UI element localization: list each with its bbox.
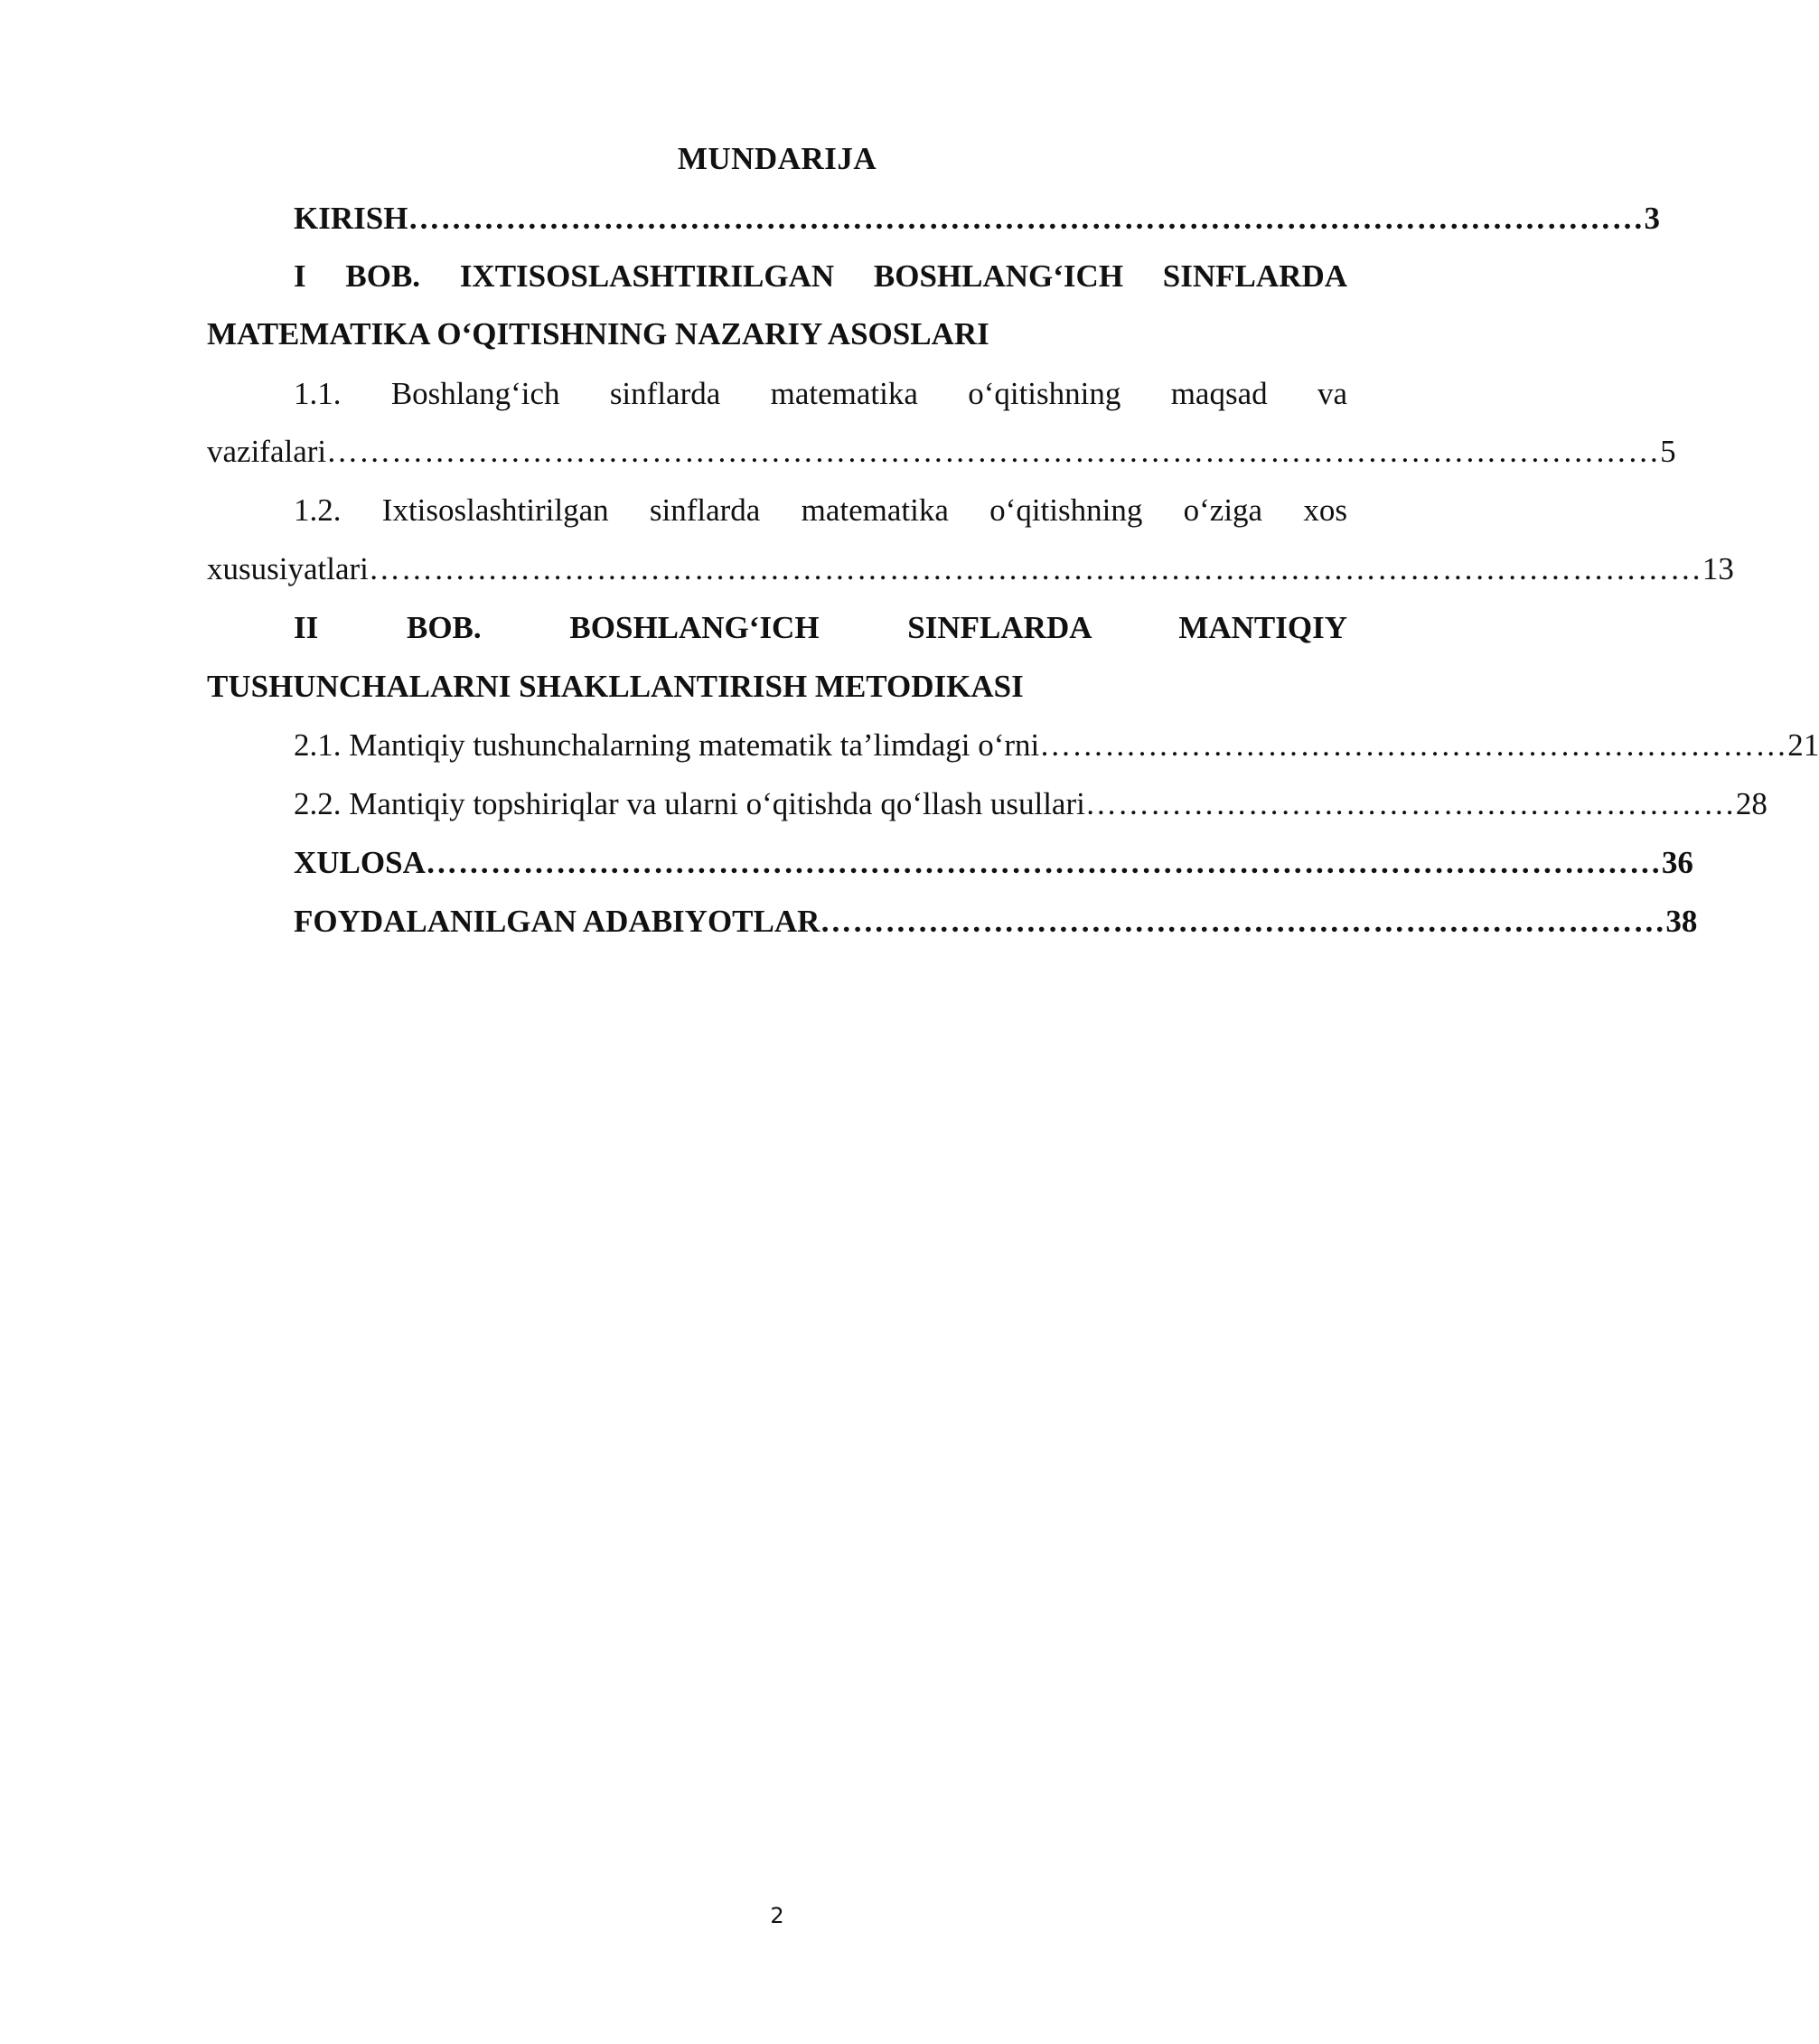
toc-section-2-1[interactable] <box>207 724 1819 767</box>
toc-page-number: 5 <box>1660 434 1676 469</box>
toc-leader-dots: …………………………………………………………………………………………………………… <box>326 434 1661 469</box>
toc-section-1-1-line2[interactable] <box>207 430 1676 473</box>
document-page <box>207 0 1819 2044</box>
toc-leader-dots: …………………………………………………………………… <box>820 904 1666 939</box>
toc-section-1-1-line1[interactable]: 1.1. Boshlang‘ich sinflarda matematika o‘qitishning maqsad va <box>294 376 1347 411</box>
toc-entry-label: vazifalari <box>207 434 327 469</box>
toc-section-2-2[interactable] <box>207 783 1767 826</box>
toc-page-number: 36 <box>1661 845 1693 880</box>
toc-leader-dots: …………………………………………………………………………………………………………… <box>368 551 1702 586</box>
toc-chapter2-line1[interactable]: II BOB. BOSHLANG‘ICH SINFLARDA MANTIQIY <box>294 610 1347 645</box>
toc-entry-label: 2.1. Mantiqiy tushunchalarning matematik ta’limdagi o‘rni <box>294 727 1040 763</box>
toc-page-number: 21 <box>1787 727 1819 763</box>
toc-section-1-2-line2[interactable] <box>207 548 1734 591</box>
toc-entry-xulosa[interactable] <box>207 841 1693 885</box>
toc-page-number: 3 <box>1644 201 1660 236</box>
toc-chapter1-line1[interactable]: I BOB. IXTISOSLASHTIRILGAN BOSHLANG‘ICH SINFLARDA <box>294 258 1347 294</box>
page-number: 2 <box>770 1903 784 1928</box>
toc-entry-label: 2.2. Mantiqiy topshiriqlar va ularni o‘qitishda qo‘llash usullari <box>294 786 1085 821</box>
toc-title: MUNDARIJA <box>677 141 877 176</box>
toc-leader-dots: …………………………………………………………………………………………………… <box>425 845 1662 880</box>
toc-chapter1-line2[interactable]: MATEMATIKA O‘QITISHNING NAZARIY ASOSLARI <box>207 316 989 352</box>
toc-entry-label: XULOSA <box>294 845 426 880</box>
toc-leader-dots: …………………………………………………………… <box>1039 727 1788 763</box>
toc-section-1-2-line1[interactable]: 1.2. Ixtisoslashtirilgan sinflarda matematika o‘qitishning o‘ziga xos <box>294 492 1347 528</box>
toc-entry-adabiyotlar[interactable] <box>207 900 1698 943</box>
toc-leader-dots: …………………………………………………… <box>1084 786 1736 821</box>
toc-page-number: 13 <box>1702 551 1734 586</box>
toc-entry-label: KIRISH <box>294 201 408 236</box>
toc-entry-label: FOYDALANILGAN ADABIYOTLAR <box>294 904 820 939</box>
toc-leader-dots: …………………………………………………………………………………………………… <box>408 201 1645 236</box>
toc-page-number: 38 <box>1665 904 1698 939</box>
toc-entry-kirish[interactable] <box>207 197 1660 240</box>
toc-page-number: 28 <box>1735 786 1767 821</box>
toc-chapter2-line2[interactable]: TUSHUNCHALARNI SHAKLLANTIRISH METODIKASI <box>207 669 1024 704</box>
toc-entry-label: xususiyatlari <box>207 551 369 586</box>
